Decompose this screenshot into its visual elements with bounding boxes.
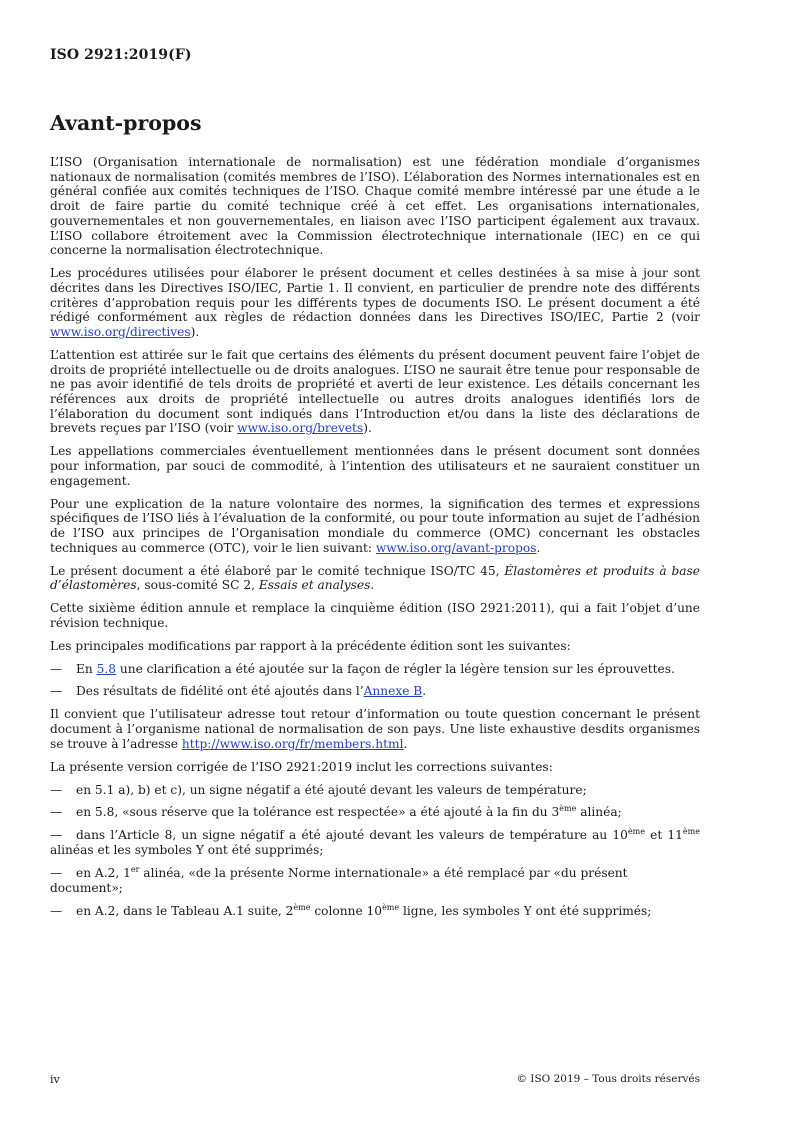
list-item-change-2: — Des résultats de fidélité ont été ajoutés dans l’Annexe B. [50, 684, 427, 699]
paragraph-trade-names: Les appellations commerciales éventuellement mentionnées dans le présent document sont données pour information, par souci de commodité, à l’intention des utilisateurs et ne sauraient constituer un engagement. [50, 444, 700, 488]
list-item-correction-3: — dans l’Article 8, un signe négatif a été ajouté devant les valeurs de température au 10ème et 11ème alinéas et les symboles Y ont été supprimés; [50, 827, 700, 858]
paragraph-edition: Cette sixième édition annule et remplace la cinquième édition (ISO 2921:2011), qui a fait l’objet d’une révision technique. [50, 601, 700, 630]
page-number: iv [50, 1073, 60, 1086]
page-title: Avant-propos [50, 111, 202, 135]
paragraph-committee: Le présent document a été élaboré par le comité technique ISO/TC 45, Élastomères et produits à base d’élastomères, sous-comité SC 2, Essais et analyses. [50, 563, 701, 593]
list-item-correction-5: — en A.2, dans le Tableau A.1 suite, 2ème colonne 10ème ligne, les symboles Y ont été supprimés; [50, 902, 652, 918]
paragraph-voluntary: Pour une explication de la nature volontaire des normes, la signification des termes et expressions spécifiques de l’ISO liés à l’évaluation de la conformité, ou pour toute information au sujet de l’adhésion de l’ISO aux principes de l’Organisation mondiale du commerce (OMC) concernant les obstacles techniques au commerce (OTC), voir le lien suivant: www.iso.org/avant-propos. [50, 496, 700, 555]
paragraph-changes-intro: Les principales modifications par rapport à la précédente édition sont les suivantes: [50, 638, 571, 653]
link-annexe-b[interactable]: Annexe B [363, 684, 423, 699]
copyright-notice: © ISO 2019 – Tous droits réservés [516, 1073, 700, 1085]
list-item-correction-4: — en A.2, 1er alinéa, «de la présente Norme internationale» a été remplacé par «du présent document»; [50, 864, 628, 895]
link-brevets[interactable]: www.iso.org/brevets [237, 421, 364, 436]
paragraph-iso-intro: L’ISO (Organisation internationale de normalisation) est une fédération mondiale d’organismes nationaux de normalisation (comités membres de l’ISO). L’élaboration des Normes internationales est en général confiée aux comités techniques de l’ISO. Chaque comité membre intéressé par une étude a le droit de faire partie du comité technique créé à cet effet. Les organisations internationales, gouvernementales et non gouvernementales, en liaison avec l’ISO participent également aux travaux. L’ISO collabore étroitement avec la Commission électrotechnique internationale (IEC) en ce qui concerne la normalisation électrotechnique. [50, 155, 700, 258]
paragraph-procedures: Les procédures utilisées pour élaborer le présent document et celles destinées à sa mise à jour sont décrites dans les Directives ISO/IEC, Partie 1. Il convient, en particulier de prendre note des différents critères d’approbation requis pour les différents types de documents ISO. Le présent document a été rédigé conformément aux règles de rédaction données dans les Directives ISO/IEC, Partie 2 (voir www.iso.org/directives). [50, 266, 700, 339]
paragraph-corrections-intro: La présente version corrigée de l’ISO 2921:2019 inclut les corrections suivantes: [50, 759, 553, 774]
paragraph-feedback: Il convient que l’utilisateur adresse tout retour d’information ou toute question concernant le présent document à l’organisme national de normalisation de son pays. Une liste exhaustive desdits organismes se trouve à l’adresse http://www.iso.org/fr/members.html. [50, 707, 700, 751]
link-directives[interactable]: www.iso.org/directives [50, 324, 191, 339]
link-avant-propos[interactable]: www.iso.org/avant-propos [375, 540, 537, 555]
link-members[interactable]: http://www.iso.org/fr/members.html [181, 736, 404, 751]
list-item-change-1: — En 5.8 une clarification a été ajoutée sur la façon de régler la légère tension sur les éprouvettes. [50, 661, 675, 676]
link-clause-5-8[interactable]: 5.8 [96, 661, 117, 676]
list-item-correction-2: — en 5.8, «sous réserve que la tolérance est respectée» a été ajouté à la fin du 3ème alinéa; [50, 804, 622, 820]
document-id: ISO 2921:2019(F) [50, 47, 192, 63]
foreword-body [50, 155, 700, 926]
list-item-correction-1: — en 5.1 a), b) et c), un signe négatif a été ajouté devant les valeurs de température; [50, 782, 587, 797]
paragraph-patents: L’attention est attirée sur le fait que certains des éléments du présent document peuvent faire l’objet de droits de propriété intellectuelle ou de droits analogues. L’ISO ne saurait être tenue pour responsable de ne pas avoir identifié de tels droits de propriété et averti de leur existence. Les détails concernant les références aux droits de propriété intellectuelle ou autres droits analogues identifiés lors de l’élaboration du document sont indiqués dans l’Introduction et/ou dans la liste des déclarations de brevets reçues par l’ISO (voir www.iso.org/brevets). [50, 347, 700, 436]
